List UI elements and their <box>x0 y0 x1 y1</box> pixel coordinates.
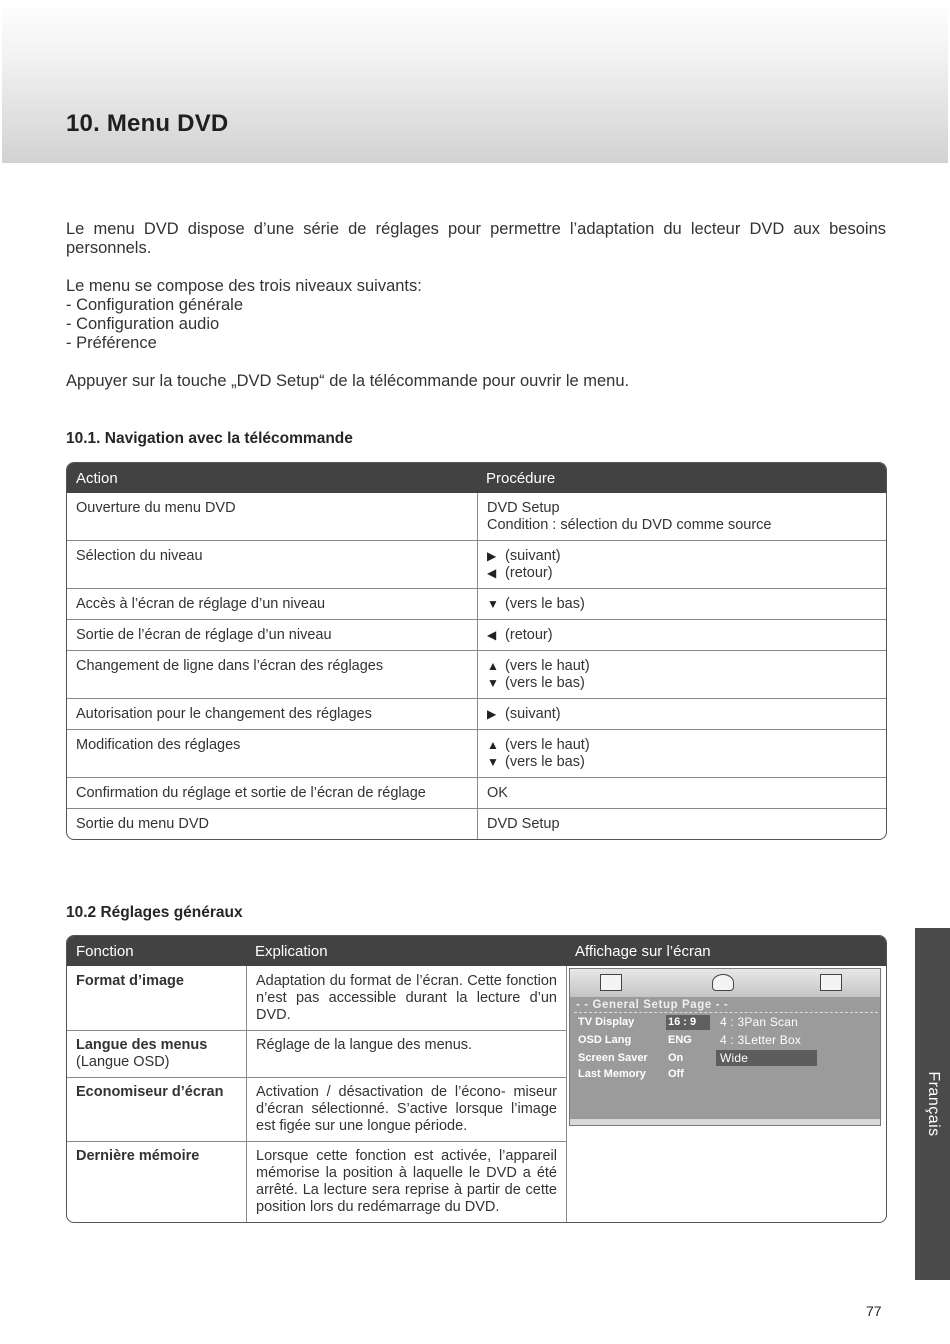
intro-paragraph: Le menu DVD dispose d’une série de réglages pour permettre l’adaptation du lecteur DVD aux besoins personnels. <box>66 220 886 257</box>
action-cell: Modification des réglages <box>76 737 241 753</box>
arrow-icon: ▼ <box>487 597 499 611</box>
table-header <box>67 936 886 966</box>
table-row <box>67 588 886 619</box>
arrow-icon: ▲ <box>487 738 499 752</box>
osd-item-value: On <box>668 1052 684 1064</box>
column-header-affichage: Affichage sur l’écran <box>575 942 711 960</box>
column-header-explication: Explication <box>255 942 328 960</box>
fonction-subtitle: (Langue OSD) <box>76 1054 170 1070</box>
fonction-cell <box>67 1141 246 1222</box>
procedure-cell <box>477 651 885 698</box>
chapter-title: 10. Menu DVD <box>66 110 229 137</box>
fonction-name: Langue des menus <box>76 1037 208 1053</box>
level-item: - Configuration générale <box>66 296 244 314</box>
action-cell: Ouverture du menu DVD <box>76 500 236 516</box>
tv-settings-icon <box>600 974 622 991</box>
arrow-icon: ▲ <box>487 659 499 673</box>
procedure-cell <box>477 541 885 588</box>
procedure-line <box>487 500 876 517</box>
arrow-icon: ▼ <box>487 676 499 690</box>
dvd-setup-instruction: Appuyer sur la touche „DVD Setup“ de la télécommande pour ouvrir le menu. <box>66 372 630 390</box>
intro-text <box>66 220 886 410</box>
osd-item-value: ENG <box>668 1034 692 1046</box>
procedure-text: (suivant) <box>505 548 561 564</box>
procedure-line <box>487 627 876 644</box>
explication-cell: Activation / désactivation de l’écono- miseur d’écran sélectionné. S’active lorsque l’image est figée sur une longue période. <box>246 1077 566 1141</box>
osd-item-value: 16 : 9 <box>668 1016 697 1028</box>
table-row <box>67 808 886 839</box>
arrow-icon: ◀ <box>487 628 497 642</box>
table-row <box>67 493 886 540</box>
level-item: - Configuration audio <box>66 315 220 333</box>
fonction-cell <box>67 1030 246 1077</box>
procedure-text: (vers le haut) <box>505 658 590 674</box>
arrow-icon: ▼ <box>487 755 499 769</box>
header-band <box>2 0 948 163</box>
table-row <box>67 777 886 808</box>
explication-cell: Lorsque cette fonction est activée, l’appareil mémorise la position à laquelle le DVD a été arrêté. La lecture sera reprise à partir de cette position lors du redémarrage du DVD. <box>246 1141 566 1222</box>
procedure-line <box>487 754 876 771</box>
action-cell: Confirmation du réglage et sortie de l’écran de réglage <box>76 785 426 801</box>
procedure-text: (vers le bas) <box>505 754 585 770</box>
table-body <box>67 493 886 839</box>
procedure-cell <box>477 809 885 839</box>
arrow-icon: ◀ <box>487 566 497 580</box>
preferences-icon <box>820 974 842 991</box>
procedure-text: (vers le bas) <box>505 675 585 691</box>
table-row <box>67 1141 886 1222</box>
osd-item-value: Off <box>668 1068 684 1080</box>
page-number: 77 <box>866 1303 882 1319</box>
column-header-procedure: Procédure <box>486 469 556 487</box>
language-label: Français <box>924 1071 942 1137</box>
osd-item-label: TV Display <box>578 1016 635 1028</box>
action-cell: Autorisation pour le changement des réglages <box>76 706 372 722</box>
action-cell: Sortie du menu DVD <box>76 816 209 832</box>
levels-lead: Le menu se compose des trois niveaux suivants: <box>66 277 422 295</box>
procedure-line <box>487 548 876 565</box>
procedure-text: DVD Setup <box>487 500 560 516</box>
procedure-cell <box>477 778 885 808</box>
osd-icon-bar <box>570 969 880 997</box>
fonction-name: Format d’image <box>76 973 184 989</box>
osd-page-title: - - General Setup Page - - <box>576 999 729 1011</box>
table-row <box>67 698 886 729</box>
procedure-text: (vers le haut) <box>505 737 590 753</box>
osd-bottom-bar <box>570 1119 880 1125</box>
procedure-cell <box>477 620 885 650</box>
column-header-action: Action <box>76 469 118 487</box>
fonction-cell <box>67 1077 246 1141</box>
table-header <box>67 463 886 493</box>
procedure-line <box>487 658 876 675</box>
osd-item-label: OSD Lang <box>578 1034 632 1046</box>
explication-cell: Adaptation du format de l’écran. Cette fonction n’est pas accessible durant la lecture d’un DVD. <box>246 966 566 1030</box>
osd-item-label: Screen Saver <box>578 1052 648 1064</box>
levels-paragraph <box>66 277 886 353</box>
action-cell: Changement de ligne dans l’écran des réglages <box>76 658 384 674</box>
procedure-cell <box>477 589 885 619</box>
procedure-line <box>487 565 876 582</box>
section-title-general-settings: 10.2 Réglages généraux <box>66 904 243 921</box>
fonction-cell <box>67 966 246 1030</box>
procedure-text: Condition : sélection du DVD comme source <box>487 517 772 533</box>
procedure-text: OK <box>487 785 508 801</box>
procedure-line <box>487 675 876 692</box>
osd-item-label: Last Memory <box>578 1068 646 1080</box>
action-cell: Sélection du niveau <box>76 548 203 564</box>
osd-option: Wide <box>720 1051 749 1065</box>
arrow-icon: ▶ <box>487 549 497 563</box>
procedure-line <box>487 737 876 754</box>
procedure-line <box>487 785 876 802</box>
arrow-icon: ▶ <box>487 707 497 721</box>
osd-divider <box>574 1012 878 1013</box>
table-row <box>67 729 886 777</box>
osd-option: 4 : 3Letter Box <box>720 1033 802 1047</box>
procedure-line <box>487 517 876 534</box>
section-title-navigation: 10.1. Navigation avec la télécommande <box>66 430 353 447</box>
language-side-tab <box>915 928 950 1280</box>
explication-cell: Réglage de la langue des menus. <box>246 1030 566 1077</box>
procedure-cell <box>477 699 885 729</box>
action-cell: Sortie de l’écran de réglage d’un niveau <box>76 627 332 643</box>
navigation-table <box>66 462 887 840</box>
fonction-name: Dernière mémoire <box>76 1148 200 1164</box>
procedure-cell <box>477 730 885 777</box>
level-item: - Préférence <box>66 334 157 352</box>
table-row <box>67 540 886 588</box>
column-header-fonction: Fonction <box>76 942 134 960</box>
procedure-text: (vers le bas) <box>505 596 585 612</box>
procedure-line <box>487 816 876 833</box>
procedure-line <box>487 706 876 723</box>
table-row <box>67 619 886 650</box>
procedure-cell <box>477 493 885 540</box>
osd-option: 4 : 3Pan Scan <box>720 1015 798 1029</box>
procedure-text: (retour) <box>505 627 553 643</box>
fonction-name: Economiseur d’écran <box>76 1084 224 1100</box>
procedure-text: (suivant) <box>505 706 561 722</box>
procedure-text: (retour) <box>505 565 553 581</box>
procedure-line <box>487 596 876 613</box>
osd-screenshot <box>569 968 881 1126</box>
action-cell: Accès à l’écran de réglage d’un niveau <box>76 596 326 612</box>
affichage-cell <box>566 1141 885 1222</box>
table-row <box>67 650 886 698</box>
audio-settings-icon <box>712 974 734 991</box>
procedure-text: DVD Setup <box>487 816 560 832</box>
